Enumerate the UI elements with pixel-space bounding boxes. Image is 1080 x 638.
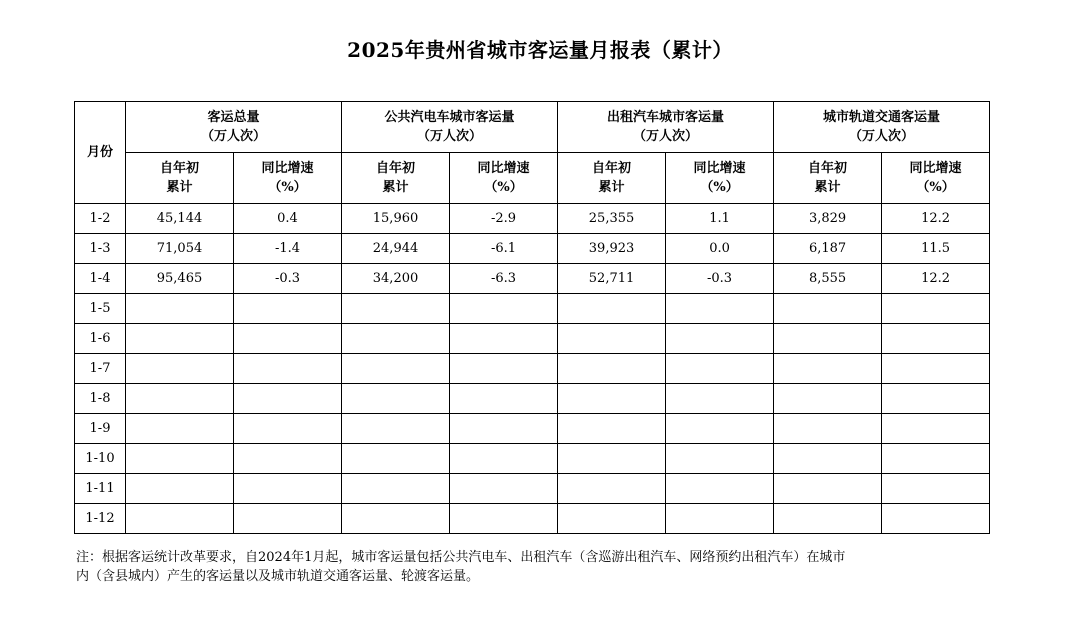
cumulative-value-cell [774, 354, 882, 384]
table-row [75, 204, 990, 234]
cumulative-value-cell [342, 354, 450, 384]
sub-header-cumulative [558, 153, 666, 204]
cumulative-value-cell: 71,054 [126, 234, 234, 264]
sub-header-line: 累计 [382, 180, 409, 195]
month-cell: 1-4 [75, 264, 126, 294]
yoy-growth-cell [450, 294, 558, 324]
yoy-growth-cell: 0.0 [666, 234, 774, 264]
yoy-growth-cell [666, 324, 774, 354]
cumulative-value-cell [558, 414, 666, 444]
cumulative-value-cell [558, 324, 666, 354]
yoy-growth-cell [666, 414, 774, 444]
table-row [75, 444, 990, 474]
cumulative-value-cell [774, 384, 882, 414]
group-unit: （万人次） [849, 129, 915, 144]
cumulative-value-cell [558, 354, 666, 384]
month-cell: 1-9 [75, 414, 126, 444]
cumulative-value-cell: 95,465 [126, 264, 234, 294]
group-name: 客运总量 [207, 110, 260, 125]
cumulative-value-cell [558, 384, 666, 414]
cumulative-value-cell [558, 474, 666, 504]
yoy-growth-cell [882, 504, 990, 534]
sub-header-cumulative [126, 153, 234, 204]
cumulative-value-cell [774, 474, 882, 504]
sub-header-line: 自年初 [808, 161, 848, 176]
table-row [75, 234, 990, 264]
cumulative-value-cell [774, 444, 882, 474]
cumulative-value-cell [342, 474, 450, 504]
yoy-growth-cell [234, 294, 342, 324]
yoy-growth-cell: 12.2 [882, 264, 990, 294]
month-cell: 1-11 [75, 474, 126, 504]
cumulative-value-cell: 8,555 [774, 264, 882, 294]
yoy-growth-cell [882, 294, 990, 324]
sub-header-line: 自年初 [592, 161, 632, 176]
group-header-rail [774, 102, 990, 153]
yoy-growth-cell [666, 384, 774, 414]
yoy-growth-cell [882, 324, 990, 354]
yoy-growth-cell [234, 474, 342, 504]
cumulative-value-cell: 6,187 [774, 234, 882, 264]
yoy-growth-cell: -1.4 [234, 234, 342, 264]
yoy-growth-cell [234, 384, 342, 414]
cumulative-value-cell [126, 444, 234, 474]
yoy-growth-cell [450, 354, 558, 384]
sub-header-line: 累计 [598, 180, 625, 195]
cumulative-value-cell [342, 384, 450, 414]
group-header-taxi [558, 102, 774, 153]
yoy-growth-cell: -6.1 [450, 234, 558, 264]
group-unit: （万人次） [201, 129, 267, 144]
cumulative-value-cell [126, 354, 234, 384]
cumulative-value-cell [126, 384, 234, 414]
sub-header-line: 自年初 [376, 161, 416, 176]
yoy-growth-cell: 1.1 [666, 204, 774, 234]
header-row-groups [75, 102, 990, 153]
group-unit: （万人次） [417, 129, 483, 144]
yoy-growth-cell [666, 504, 774, 534]
cumulative-value-cell [342, 414, 450, 444]
cumulative-value-cell [342, 504, 450, 534]
table-row [75, 324, 990, 354]
cumulative-value-cell: 15,960 [342, 204, 450, 234]
yoy-growth-cell [666, 444, 774, 474]
sub-header-line: （%） [700, 180, 739, 195]
table-row [75, 384, 990, 414]
cumulative-value-cell [342, 294, 450, 324]
group-header-bus [342, 102, 558, 153]
cumulative-value-cell [774, 294, 882, 324]
month-cell: 1-7 [75, 354, 126, 384]
sub-header-cumulative [342, 153, 450, 204]
sub-header-cumulative [774, 153, 882, 204]
month-cell: 1-10 [75, 444, 126, 474]
cumulative-value-cell: 3,829 [774, 204, 882, 234]
yoy-growth-cell: -0.3 [666, 264, 774, 294]
table-row [75, 414, 990, 444]
yoy-growth-cell [666, 474, 774, 504]
cumulative-value-cell: 45,144 [126, 204, 234, 234]
group-name: 公共汽电车城市客运量 [384, 110, 515, 125]
page-title: 2025年贵州省城市客运量月报表（累计） [347, 38, 733, 62]
table-body [75, 204, 990, 534]
cumulative-value-cell [342, 324, 450, 354]
month-cell: 1-12 [75, 504, 126, 534]
cumulative-value-cell [126, 504, 234, 534]
cumulative-value-cell: 39,923 [558, 234, 666, 264]
yoy-growth-cell [450, 504, 558, 534]
passenger-volume-table [74, 101, 990, 534]
yoy-growth-cell [450, 384, 558, 414]
sub-header-yoy [666, 153, 774, 204]
yoy-growth-cell [234, 414, 342, 444]
sub-header-line: 同比增速 [693, 161, 746, 176]
group-unit: （万人次） [633, 129, 699, 144]
cumulative-value-cell [126, 294, 234, 324]
month-cell: 1-8 [75, 384, 126, 414]
yoy-growth-cell [234, 354, 342, 384]
sub-header-line: 同比增速 [261, 161, 314, 176]
cumulative-value-cell: 25,355 [558, 204, 666, 234]
yoy-growth-cell: 12.2 [882, 204, 990, 234]
yoy-growth-cell: -6.3 [450, 264, 558, 294]
yoy-growth-cell [450, 444, 558, 474]
yoy-growth-cell [882, 414, 990, 444]
yoy-growth-cell [882, 384, 990, 414]
cumulative-value-cell [558, 294, 666, 324]
cumulative-value-cell [126, 324, 234, 354]
yoy-growth-cell: -0.3 [234, 264, 342, 294]
yoy-growth-cell [234, 504, 342, 534]
yoy-growth-cell: 0.4 [234, 204, 342, 234]
footnote [76, 548, 996, 586]
yoy-growth-cell [882, 444, 990, 474]
cumulative-value-cell [126, 474, 234, 504]
cumulative-value-cell [558, 504, 666, 534]
cumulative-value-cell [774, 414, 882, 444]
month-header: 月份 [75, 102, 126, 204]
yoy-growth-cell [450, 474, 558, 504]
sub-header-line: 自年初 [159, 161, 199, 176]
yoy-growth-cell [882, 474, 990, 504]
yoy-growth-cell [234, 444, 342, 474]
yoy-growth-cell: 11.5 [882, 234, 990, 264]
cumulative-value-cell [342, 444, 450, 474]
table-row [75, 354, 990, 384]
sub-header-line: 累计 [814, 180, 841, 195]
group-header-total [126, 102, 342, 153]
yoy-growth-cell [450, 324, 558, 354]
group-name: 出租汽车城市客运量 [607, 110, 725, 125]
sub-header-line: （%） [916, 180, 955, 195]
sub-header-line: （%） [484, 180, 523, 195]
table-row [75, 504, 990, 534]
table-row [75, 294, 990, 324]
sub-header-yoy [882, 153, 990, 204]
yoy-growth-cell [666, 354, 774, 384]
cumulative-value-cell [774, 504, 882, 534]
group-name: 城市轨道交通客运量 [823, 110, 941, 125]
cumulative-value-cell [558, 444, 666, 474]
sub-header-line: （%） [268, 180, 307, 195]
cumulative-value-cell [126, 414, 234, 444]
table-row [75, 264, 990, 294]
cumulative-value-cell: 52,711 [558, 264, 666, 294]
cumulative-value-cell: 34,200 [342, 264, 450, 294]
sub-header-yoy [234, 153, 342, 204]
yoy-growth-cell [882, 354, 990, 384]
sub-header-line: 累计 [166, 180, 193, 195]
month-cell: 1-3 [75, 234, 126, 264]
cumulative-value-cell: 24,944 [342, 234, 450, 264]
yoy-growth-cell [666, 294, 774, 324]
sub-header-line: 同比增速 [477, 161, 530, 176]
month-cell: 1-5 [75, 294, 126, 324]
sub-header-line: 同比增速 [909, 161, 962, 176]
table-row [75, 474, 990, 504]
month-cell: 1-2 [75, 204, 126, 234]
footnote-line: 注：根据客运统计改革要求，自2024年1月起，城市客运量包括公共汽电车、出租汽车（含巡游出租汽车、网络预约出租汽车）在城市 [76, 550, 846, 565]
sub-header-yoy [450, 153, 558, 204]
month-cell: 1-6 [75, 324, 126, 354]
yoy-growth-cell [450, 414, 558, 444]
yoy-growth-cell: -2.9 [450, 204, 558, 234]
cumulative-value-cell [774, 324, 882, 354]
yoy-growth-cell [234, 324, 342, 354]
header-row-sub [75, 153, 990, 204]
footnote-line: 内（含县城内）产生的客运量以及城市轨道交通客运量、轮渡客运量。 [76, 569, 480, 584]
